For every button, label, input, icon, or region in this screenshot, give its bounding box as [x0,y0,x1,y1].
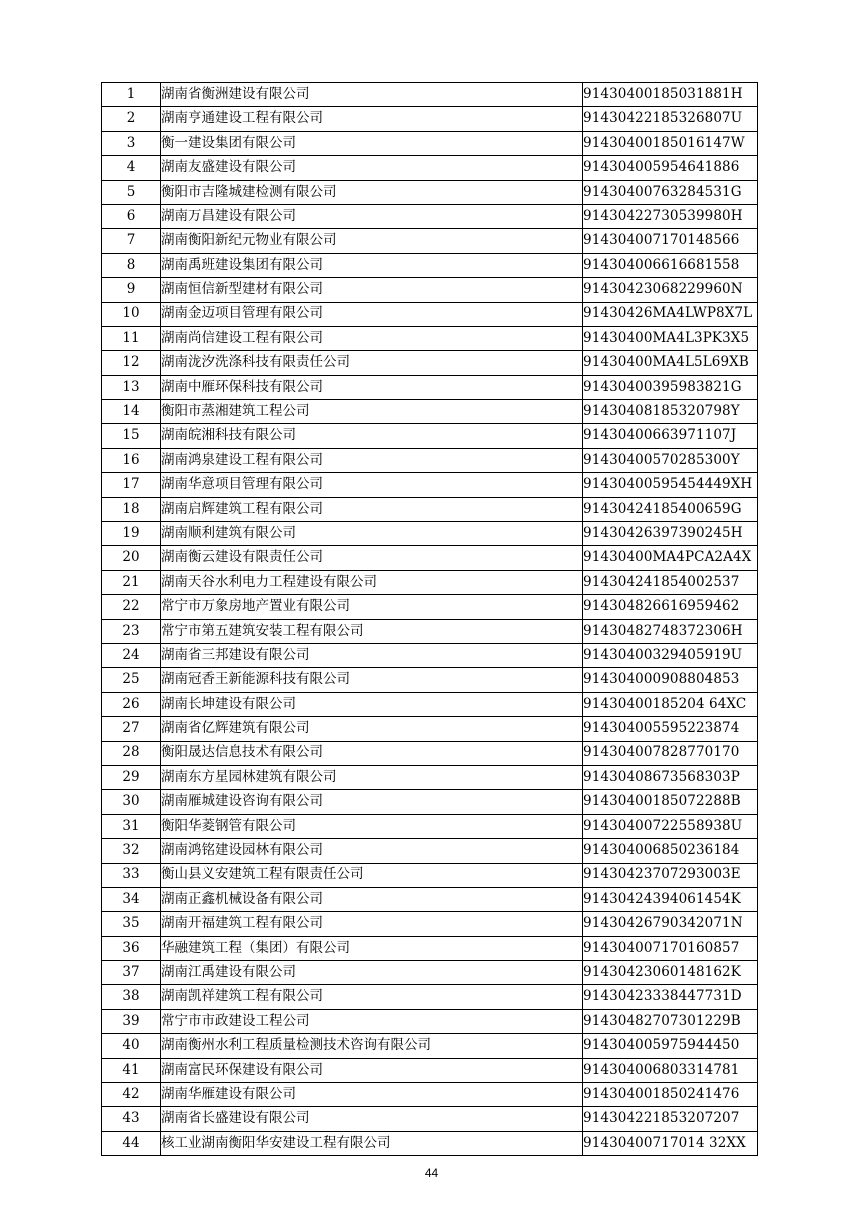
company-name: 湖南衡云建设有限责任公司 [161,546,583,570]
table-row [102,839,758,863]
row-number: 27 [102,717,161,741]
row-number: 3 [102,131,161,155]
credit-code: 91430400185204 64XC [583,692,758,716]
credit-code: 91430422185326807U [583,107,758,131]
credit-code: 91430400570285300Y [583,448,758,472]
row-number: 21 [102,570,161,594]
row-number: 20 [102,546,161,570]
company-name: 湖南皖湘科技有限公司 [161,424,583,448]
table-row [102,1131,758,1155]
table-row [102,1107,758,1131]
credit-code: 91430426MA4LWP8X7L [583,302,758,326]
credit-code: 91430423060148162K [583,961,758,985]
table-row [102,83,758,107]
company-name: 衡阳市吉隆城建检测有限公司 [161,180,583,204]
company-name: 湖南开福建筑工程有限公司 [161,912,583,936]
credit-code: 91430400395983821G [583,375,758,399]
company-name: 湖南万昌建设有限公司 [161,204,583,228]
row-number: 28 [102,741,161,765]
table-row [102,375,758,399]
credit-code: 91430482748372306H [583,619,758,643]
row-number: 19 [102,522,161,546]
company-name: 常宁市万象房地产置业有限公司 [161,595,583,619]
page-number: 44 [424,1166,439,1180]
credit-code: 91430400329405919U [583,643,758,667]
table-row [102,887,758,911]
row-number: 7 [102,229,161,253]
company-name: 湖南凯祥建筑工程有限公司 [161,985,583,1009]
row-number: 37 [102,961,161,985]
row-number: 9 [102,278,161,302]
credit-code: 91430400595454449XH [583,473,758,497]
table-row [102,1058,758,1082]
row-number: 12 [102,351,161,375]
row-number: 11 [102,326,161,350]
company-name: 湖南尚信建设工程有限公司 [161,326,583,350]
company-name: 华融建筑工程（集团）有限公司 [161,936,583,960]
company-name: 衡阳晟达信息技术有限公司 [161,741,583,765]
company-name: 湖南亨通建设工程有限公司 [161,107,583,131]
row-number: 39 [102,1009,161,1033]
company-name: 湖南华雁建设有限公司 [161,1083,583,1107]
table-row [102,790,758,814]
row-number: 43 [102,1107,161,1131]
credit-code: 91430400MA4L3PK3X5 [583,326,758,350]
table-row [102,595,758,619]
company-name: 湖南禹班建设集团有限公司 [161,253,583,277]
credit-code: 91430424185400659G [583,497,758,521]
row-number: 41 [102,1058,161,1082]
table-row [102,180,758,204]
credit-code: 914304007170160857 [583,936,758,960]
credit-code: 914304221853207207 [583,1107,758,1131]
table-row [102,1034,758,1058]
company-name: 衡阳华菱钢管有限公司 [161,814,583,838]
credit-code: 91430400663971107J [583,424,758,448]
company-name: 湖南正鑫机械设备有限公司 [161,887,583,911]
table-row [102,668,758,692]
credit-code: 914304005954641886 [583,156,758,180]
row-number: 33 [102,863,161,887]
credit-code: 91430408185320798Y [583,400,758,424]
company-registry-table [101,82,758,1156]
company-name: 湖南顺利建筑有限公司 [161,522,583,546]
table-row [102,424,758,448]
table-row [102,204,758,228]
credit-code: 91430400185072288B [583,790,758,814]
row-number: 22 [102,595,161,619]
company-name: 湖南衡州水利工程质量检测技术咨询有限公司 [161,1034,583,1058]
table-row [102,131,758,155]
row-number: 8 [102,253,161,277]
table-row [102,936,758,960]
company-name: 衡一建设集团有限公司 [161,131,583,155]
company-name: 湖南江禹建设有限公司 [161,961,583,985]
credit-code: 914304005595223874 [583,717,758,741]
credit-code: 91430400185031881H [583,83,758,107]
credit-code: 914304001850241476 [583,1083,758,1107]
row-number: 36 [102,936,161,960]
row-number: 34 [102,887,161,911]
row-number: 35 [102,912,161,936]
row-number: 4 [102,156,161,180]
row-number: 10 [102,302,161,326]
row-number: 42 [102,1083,161,1107]
row-number: 24 [102,643,161,667]
row-number: 31 [102,814,161,838]
row-number: 38 [102,985,161,1009]
table-row [102,448,758,472]
table-row [102,741,758,765]
table-row [102,302,758,326]
credit-code: 914304006803314781 [583,1058,758,1082]
row-number: 44 [102,1131,161,1155]
company-name: 湖南泷汐洗涤科技有限责任公司 [161,351,583,375]
company-name: 湖南长坤建设有限公司 [161,692,583,716]
table-row [102,546,758,570]
credit-code: 914304005975944450 [583,1034,758,1058]
row-number: 40 [102,1034,161,1058]
row-number: 29 [102,765,161,789]
row-number: 17 [102,473,161,497]
credit-code: 91430423707293003E [583,863,758,887]
credit-code: 91430423338447731D [583,985,758,1009]
table-row [102,253,758,277]
row-number: 6 [102,204,161,228]
credit-code: 914304826616959462 [583,595,758,619]
company-name: 湖南鸿铭建设园林有限公司 [161,839,583,863]
credit-code: 91430408673568303P [583,765,758,789]
table-row [102,912,758,936]
credit-code: 914304241854002537 [583,570,758,594]
row-number: 32 [102,839,161,863]
row-number: 25 [102,668,161,692]
company-name: 核工业湖南衡阳华安建设工程有限公司 [161,1131,583,1155]
credit-code: 914304007828770170 [583,741,758,765]
credit-code: 91430400763284531G [583,180,758,204]
row-number: 14 [102,400,161,424]
table-row [102,351,758,375]
company-name: 湖南东方星园林建筑有限公司 [161,765,583,789]
company-name: 湖南启辉建筑工程有限公司 [161,497,583,521]
company-name: 湖南冠香王新能源科技有限公司 [161,668,583,692]
company-name: 湖南恒信新型建材有限公司 [161,278,583,302]
credit-code: 914304000908804853 [583,668,758,692]
table-row [102,961,758,985]
table-row [102,863,758,887]
credit-code: 91430400717014 32XX [583,1131,758,1155]
credit-code: 91430422730539980H [583,204,758,228]
table-row [102,400,758,424]
table-row [102,278,758,302]
table-row [102,522,758,546]
table-row [102,570,758,594]
company-name: 湖南省长盛建设有限公司 [161,1107,583,1131]
company-name: 湖南友盛建设有限公司 [161,156,583,180]
credit-code: 91430482707301229B [583,1009,758,1033]
company-name: 常宁市市政建设工程公司 [161,1009,583,1033]
company-name: 湖南省三邦建设有限公司 [161,643,583,667]
row-number: 5 [102,180,161,204]
row-number: 2 [102,107,161,131]
row-number: 30 [102,790,161,814]
credit-code: 91430426790342071N [583,912,758,936]
credit-code: 914304007170148566 [583,229,758,253]
credit-code: 91430400185016147W [583,131,758,155]
company-name: 衡阳市蒸湘建筑工程公司 [161,400,583,424]
table-row [102,156,758,180]
row-number: 1 [102,83,161,107]
credit-code: 91430426397390245H [583,522,758,546]
row-number: 15 [102,424,161,448]
company-name: 湖南衡阳新纪元物业有限公司 [161,229,583,253]
table-row [102,717,758,741]
credit-code: 91430424394061454K [583,887,758,911]
company-name: 湖南鸿泉建设工程有限公司 [161,448,583,472]
company-name: 湖南省亿辉建筑有限公司 [161,717,583,741]
table-row [102,326,758,350]
credit-code: 914304006616681558 [583,253,758,277]
table-row [102,692,758,716]
row-number: 16 [102,448,161,472]
company-name: 湖南中雁环保科技有限公司 [161,375,583,399]
table-row [102,985,758,1009]
company-name: 湖南金迈项目管理有限公司 [161,302,583,326]
credit-code: 91430400MA4L5L69XB [583,351,758,375]
table-row [102,1009,758,1033]
company-name: 湖南雁城建设咨询有限公司 [161,790,583,814]
table-row [102,643,758,667]
row-number: 26 [102,692,161,716]
credit-code: 914304006850236184 [583,839,758,863]
credit-code: 91430423068229960N [583,278,758,302]
company-name: 常宁市第五建筑安装工程有限公司 [161,619,583,643]
company-name: 湖南天谷水利电力工程建设有限公司 [161,570,583,594]
table-row [102,107,758,131]
table-row [102,814,758,838]
credit-code: 91430400722558938U [583,814,758,838]
row-number: 23 [102,619,161,643]
company-name: 湖南省衡洲建设有限公司 [161,83,583,107]
table-row [102,473,758,497]
table-body [102,83,758,1156]
company-name: 衡山县义安建筑工程有限责任公司 [161,863,583,887]
table-row [102,619,758,643]
row-number: 18 [102,497,161,521]
company-name: 湖南富民环保建设有限公司 [161,1058,583,1082]
table-row [102,229,758,253]
table-row [102,1083,758,1107]
credit-code: 91430400MA4PCA2A4X [583,546,758,570]
company-name: 湖南华意项目管理有限公司 [161,473,583,497]
table-row [102,765,758,789]
row-number: 13 [102,375,161,399]
table-row [102,497,758,521]
